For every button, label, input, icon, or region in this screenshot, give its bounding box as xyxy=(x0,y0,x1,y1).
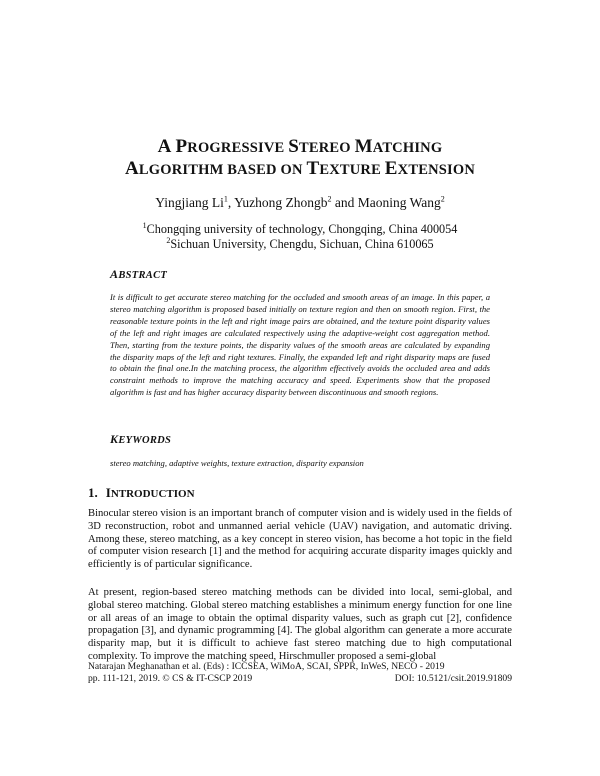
affiliation-1 xyxy=(40,222,560,237)
author-affiliation-mark: 2 xyxy=(327,194,332,204)
author-name: , Yuzhong Zhongb xyxy=(227,195,328,210)
title-fragment: ATCHING xyxy=(372,140,443,156)
title-fragment: M xyxy=(354,136,373,157)
introduction-paragraph-1: Binocular stereo vision is an important branch of computer vision and is widely used in the fields of 3D reconstruction, robot and unmanned aerial vehicle (UAV) navigation, and automatic driving. Among these, stereo matching, as a key concept in stereo vision, has become a hot topic in the field of computer vision research [1] and the method for acquiring accurate disparity images quickly and efficiently is of particular significance. xyxy=(88,508,512,571)
title-fragment: E xyxy=(384,158,398,179)
author-name: and Maoning Wang xyxy=(331,195,441,210)
title-fragment: A P xyxy=(157,136,188,157)
author-name: Yingjiang Li xyxy=(155,195,224,210)
paper-title-line-2 xyxy=(40,158,560,180)
title-fragment: EXTURE xyxy=(319,162,385,178)
paper-title-line-1 xyxy=(40,136,560,158)
affiliation-text: Chongqing university of technology, Chongqing, China 400054 xyxy=(146,222,458,236)
introduction-paragraph-2: At present, region-based stereo matching methods can be divided into local, semi-global, and global stereo matching. Global stereo matching establishes a minimum energy function for one line or all areas of an image to obtain the optimal disparity values, such as graph cut [2], confidence propagation [3], and dynamic programming [4]. The global algorithm can generate a more accurate disparity map, but it is difficult to achieve fast stereo matching due to high computational complexity. To improve the matching speed, Hirschmuller proposed a semi-global xyxy=(88,587,512,662)
title-fragment: XTENSION xyxy=(397,162,476,178)
title-fragment: ROGRESSIVE xyxy=(187,140,289,156)
keywords-text: stereo matching, adaptive weights, texture extraction, disparity expansion xyxy=(110,458,364,468)
author-affiliation-mark: 2 xyxy=(440,194,445,204)
heading-initial: I xyxy=(105,485,111,500)
affiliation-mark: 2 xyxy=(166,235,171,245)
title-fragment: TEREO xyxy=(298,140,355,156)
footer-citation-row xyxy=(88,673,512,684)
author-list xyxy=(40,195,560,211)
heading-rest: BSTRACT xyxy=(118,270,168,281)
section-number: 1. xyxy=(88,485,98,500)
affiliation-2 xyxy=(40,237,560,252)
heading-initial: K xyxy=(110,432,119,446)
page-range: pp. 111-121, 2019. © CS & IT-CSCP 2019 xyxy=(88,673,253,684)
proceedings-footer: Natarajan Meghanathan et al. (Eds) : ICCSEA, WiMoA, SCAI, SPPR, InWeS, NECO - 2019 xyxy=(88,661,445,672)
affiliation-mark: 1 xyxy=(142,220,147,230)
affiliation-text: Sichuan University, Chengdu, Sichuan, China 610065 xyxy=(170,237,434,251)
introduction-heading xyxy=(88,485,195,501)
heading-rest: NTRODUCTION xyxy=(110,488,195,500)
title-fragment: A xyxy=(124,158,139,179)
title-fragment: T xyxy=(306,158,320,179)
abstract-text: It is difficult to get accurate stereo matching for the occluded and smooth areas of an image. In this paper, a stereo matching algorithm is proposed based initially on texture region and then on smooth region. First, the reasonable texture points in the left and right image pairs are obtained, and the texture point disparity values of the left and right images are calculated respectively using the adaptive-weight cost aggregation method. Then, starting from the texture points, the disparity values of the smooth areas are calculated by expanding the disparity maps of the left and right textures. Finally, the expanded left and right disparity maps are fused to obtain the final one.In the matching process, the algorithm effectively avoids the occluded area and adds constraint methods to improve the matching accuracy and speed. Experiments show that the proposed algorithm is fast and has higher accuracy disparity between discontinuous and smooth regions. xyxy=(110,292,490,398)
abstract-heading xyxy=(110,267,167,282)
heading-initial: A xyxy=(110,267,119,281)
title-fragment: S xyxy=(288,136,299,157)
title-fragment: LGORITHM BASED ON xyxy=(138,162,307,178)
doi-text: DOI: 10.5121/csit.2019.91809 xyxy=(394,673,512,684)
author-affiliation-mark: 1 xyxy=(223,194,228,204)
keywords-heading xyxy=(110,432,171,447)
heading-rest: EYWORDS xyxy=(118,435,172,446)
